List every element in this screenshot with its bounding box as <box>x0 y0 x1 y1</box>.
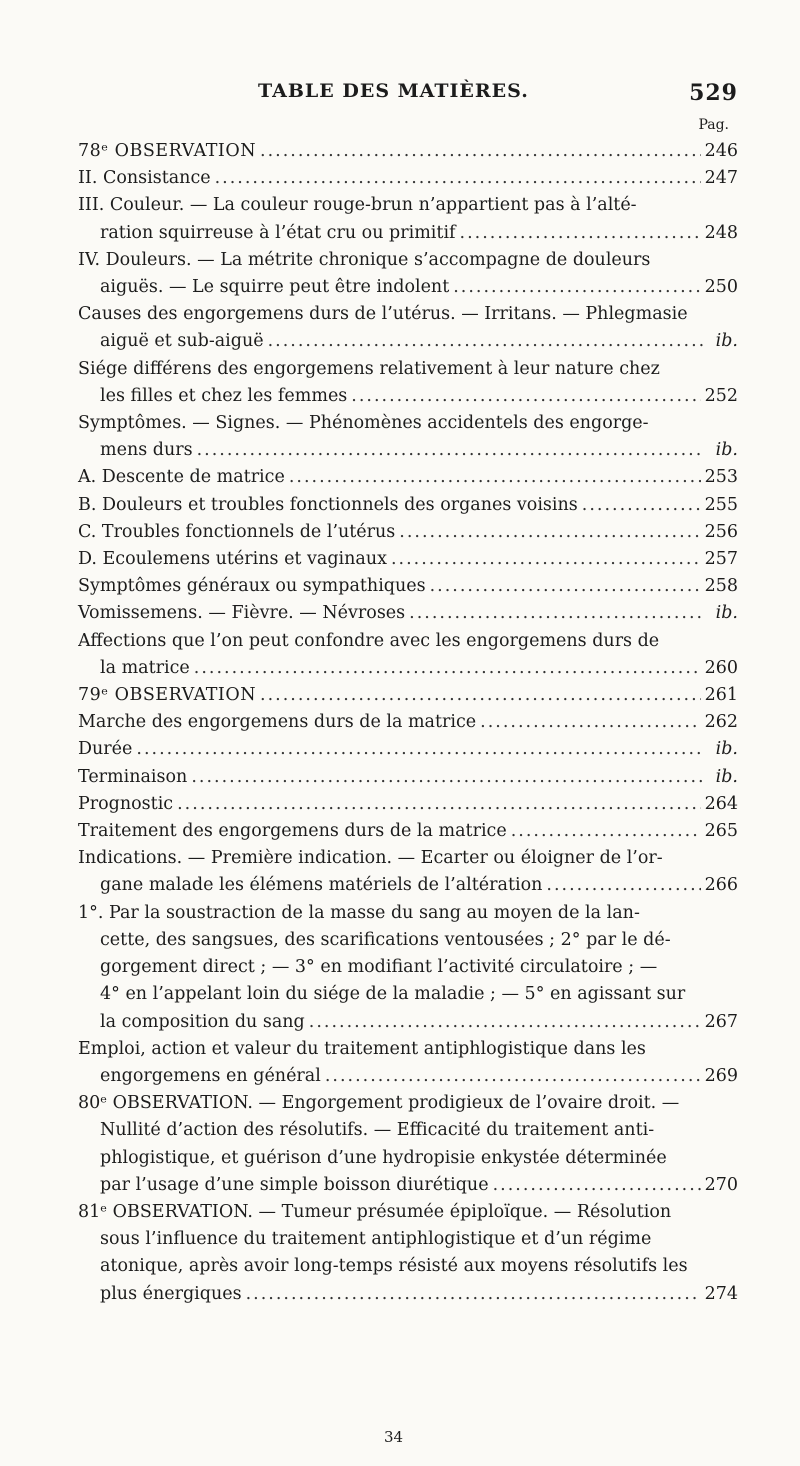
toc-entry-line: Durée <box>78 739 133 760</box>
toc-entry-line: Terminaison <box>78 766 188 787</box>
toc-entry-line: par l’usage d’une simple boisson diurétique <box>100 1174 489 1195</box>
toc-entry-line: Symptômes. — Signes. — Phénomènes accidentels des engorge- <box>78 413 649 434</box>
toc-entry <box>78 165 738 192</box>
dot-leader <box>511 818 701 845</box>
toc-entry-line: A. Descente de matrice <box>78 467 285 488</box>
toc-entry-line: Marche des engorgemens durs de la matrice <box>78 712 477 733</box>
toc-entry-page: 262 <box>704 712 738 733</box>
dot-leader <box>493 1172 701 1199</box>
toc-entry-line: aiguës. — Le squirre peut être indolent <box>100 277 450 298</box>
dot-leader <box>177 791 700 818</box>
dot-leader <box>260 682 701 709</box>
dot-leader <box>309 1009 701 1036</box>
toc-entry-page: 261 <box>704 685 738 706</box>
toc-entry-page: 255 <box>704 494 738 515</box>
toc-entry <box>78 301 738 355</box>
toc-entry <box>78 1036 738 1090</box>
toc-entry-line: phlogistique, et guérison d’une hydropisie enkystée déterminée <box>100 1147 667 1168</box>
toc-entry-page: 250 <box>704 277 738 298</box>
toc-entry-page: 258 <box>704 576 738 597</box>
toc-entry-line: plus énergiques <box>100 1283 242 1304</box>
toc-entry-line: III. Couleur. — La couleur rouge-brun n’appartient pas à l’alté- <box>78 195 637 216</box>
toc-entry-line: II. Consistance <box>78 168 211 189</box>
toc-entry-page: 253 <box>704 467 738 488</box>
toc-entry-page: 246 <box>704 141 738 161</box>
toc-entry-page: 265 <box>704 821 738 842</box>
toc-entry-page: 252 <box>704 385 738 406</box>
toc-entry <box>78 709 738 736</box>
dot-leader <box>351 383 700 410</box>
toc-entry <box>78 573 738 600</box>
toc-entry-line: Affections que l’on peut confondre avec les engorgemens durs de <box>78 630 660 651</box>
toc-entry-page: ib. <box>715 603 738 624</box>
dot-leader <box>409 600 704 627</box>
toc-entry <box>78 192 738 246</box>
toc-entry-line: la matrice <box>100 657 190 678</box>
dot-leader <box>430 573 701 600</box>
dot-leader <box>460 220 701 247</box>
toc-entry-page: ib. <box>715 766 738 787</box>
dot-leader <box>480 709 700 736</box>
dot-leader <box>191 764 704 791</box>
toc-entry <box>78 247 738 301</box>
toc-entry <box>78 519 738 546</box>
toc-entry-page: 274 <box>704 1283 738 1304</box>
toc-entry-line: aiguë et sub-aiguë <box>100 331 264 352</box>
toc-entry-page: 257 <box>704 549 738 570</box>
toc-entry <box>78 764 738 791</box>
toc-entry <box>78 356 738 410</box>
dot-leader <box>197 437 704 464</box>
toc-entry <box>78 628 738 682</box>
dot-leader <box>260 138 701 165</box>
toc-entry-page: 256 <box>704 521 738 542</box>
toc-entry-line: atonique, après avoir long-temps résisté aux moyens résolutifs les <box>100 1256 688 1277</box>
toc-entry-line: Siége différens des engorgemens relativement à leur nature chez <box>78 358 660 379</box>
toc-entry-line: engorgemens en général <box>100 1065 321 1086</box>
dot-leader <box>268 328 704 355</box>
toc-entry-page: 247 <box>704 168 738 189</box>
toc-entry-page: 264 <box>704 793 738 814</box>
toc-entry-line: la composition du sang <box>100 1011 305 1032</box>
toc-entry-page: 266 <box>704 875 738 896</box>
toc-entry-page: ib. <box>715 440 738 461</box>
toc-entry-line: ration squirreuse à l’état cru ou primitif <box>100 222 456 243</box>
toc-entry <box>78 791 738 818</box>
toc-entry <box>78 818 738 845</box>
toc-entry-page: 260 <box>704 657 738 678</box>
toc-entry-page: 267 <box>704 1011 738 1032</box>
toc-entry <box>78 682 738 709</box>
toc-entry <box>78 492 738 519</box>
toc-entry <box>78 600 738 627</box>
toc-entry-line: D. Ecoulemens utérins et vaginaux <box>78 549 387 570</box>
toc-entry-line: B. Douleurs et troubles fonctionnels des organes voisins <box>78 494 578 515</box>
toc-entry-line: Nullité d’action des résolutifs. — Efficacité du traitement anti- <box>100 1120 655 1141</box>
dot-leader <box>215 165 701 192</box>
signature-mark: 34 <box>384 1428 404 1446</box>
toc-entry-line: 80ᵉ OBSERVATION. — Engorgement prodigieux de l’ovaire droit. — <box>78 1093 680 1114</box>
toc-entry <box>78 138 738 165</box>
dot-leader <box>289 464 701 491</box>
pag-column-label: Pag. <box>698 117 729 133</box>
running-head <box>258 80 738 108</box>
toc-entry-line: 78ᵉ OBSERVATION <box>78 141 257 161</box>
page-number: 529 <box>689 80 738 106</box>
toc-entry-page: ib. <box>715 331 738 352</box>
toc-entry-line: mens durs <box>100 440 193 461</box>
toc-entry-line: cette, des sangsues, des scarifications ventousées ; 2° par le dé- <box>100 929 671 950</box>
toc-entry-line: gane malade les élémens matériels de l’altération <box>100 875 543 896</box>
toc-entry-line: Causes des engorgemens durs de l’utérus. — Irritans. — Phlegmasie <box>78 304 688 325</box>
table-of-contents <box>78 138 738 1308</box>
toc-entry <box>78 1090 738 1199</box>
toc-entry <box>78 464 738 491</box>
toc-entry-line: Traitement des engorgemens durs de la matrice <box>78 821 507 842</box>
toc-entry-line: sous l’influence du traitement antiphlogistique et d’un régime <box>100 1229 652 1250</box>
toc-entry <box>78 1199 738 1308</box>
toc-entry-line: C. Troubles fonctionnels de l’utérus <box>78 521 396 542</box>
dot-leader <box>391 546 701 573</box>
toc-entry-page: 248 <box>704 222 738 243</box>
toc-entry-line: Prognostic <box>78 793 174 814</box>
toc-entry <box>78 736 738 763</box>
toc-entry-line: Emploi, action et valeur du traitement antiphlogistique dans les <box>78 1038 646 1059</box>
toc-entry <box>78 900 738 1036</box>
toc-entry-line: les filles et chez les femmes <box>100 385 348 406</box>
toc-entry-line: gorgement direct ; — 3° en modifiant l’activité circulatoire ; — <box>100 957 658 978</box>
toc-entry-line: 79ᵉ OBSERVATION <box>78 685 257 706</box>
toc-entry-line: IV. Douleurs. — La métrite chronique s’accompagne de douleurs <box>78 249 651 270</box>
toc-entry <box>78 845 738 899</box>
toc-entry-page: ib. <box>715 739 738 760</box>
dot-leader <box>582 492 701 519</box>
toc-entry-line: 4° en l’appelant loin du siége de la maladie ; — 5° en agissant sur <box>100 984 686 1005</box>
dot-leader <box>325 1063 701 1090</box>
dot-leader <box>136 736 704 763</box>
toc-entry-line: Symptômes généraux ou sympathiques <box>78 576 426 597</box>
dot-leader <box>194 655 701 682</box>
toc-entry-page: 270 <box>704 1174 738 1195</box>
toc-entry-line: Vomissemens. — Fièvre. — Névroses <box>78 603 406 624</box>
toc-entry <box>78 546 738 573</box>
toc-entry-line: Indications. — Première indication. — Ecarter ou éloigner de l’or- <box>78 848 663 869</box>
running-head-title: TABLE DES MATIÈRES. <box>258 80 529 102</box>
dot-leader <box>399 519 700 546</box>
toc-entry-line: 81ᵉ OBSERVATION. — Tumeur présumée épiploïque. — Résolution <box>78 1201 672 1222</box>
toc-entry <box>78 410 738 464</box>
dot-leader <box>246 1281 701 1308</box>
toc-entry-page: 269 <box>704 1065 738 1086</box>
dot-leader <box>453 274 700 301</box>
dot-leader <box>546 872 700 899</box>
toc-entry-line: 1°. Par la soustraction de la masse du sang au moyen de la lan- <box>78 902 640 923</box>
